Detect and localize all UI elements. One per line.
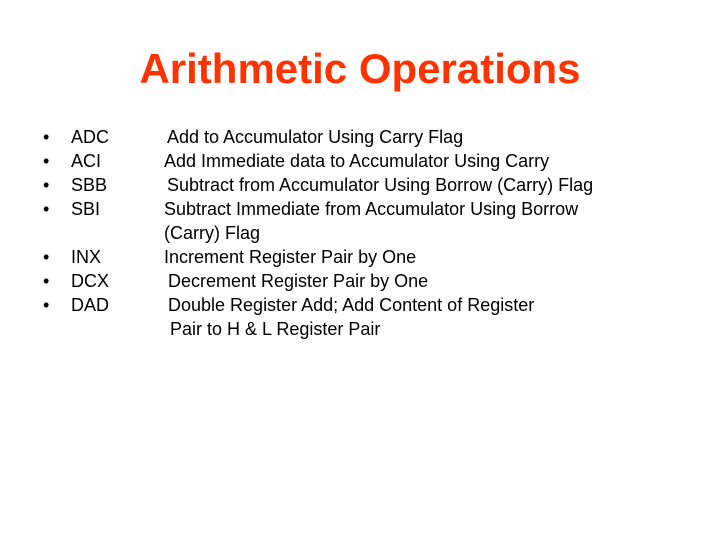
bullet-icon: •: [43, 127, 50, 147]
list-item: [43, 293, 109, 317]
slide-title: Arithmetic Operations: [139, 45, 581, 92]
mnemonic-inx: INX: [71, 247, 102, 267]
bullet-icon: •: [43, 271, 50, 291]
mnemonic-list: [43, 125, 109, 317]
mnemonic-dcx: DCX: [71, 271, 110, 291]
bullet-icon: •: [43, 151, 50, 171]
list-item: [43, 269, 109, 293]
mnemonic-aci: ACI: [71, 151, 102, 171]
description-dad: Double Register Add; Add Content of Register: [168, 295, 535, 315]
list-item: [43, 149, 109, 173]
list-item: [43, 173, 109, 197]
bullet-icon: •: [43, 175, 50, 195]
description-sbb: Subtract from Accumulator Using Borrow (Carry) Flag: [167, 175, 594, 195]
mnemonic-sbb: SBB: [71, 175, 108, 195]
description-aci: Add Immediate data to Accumulator Using Carry: [164, 151, 550, 171]
description-sbi: Subtract Immediate from Accumulator Using Borrow: [164, 199, 579, 219]
description-dad-continued: Pair to H & L Register Pair: [170, 319, 381, 339]
spacer: [43, 221, 109, 245]
bullet-icon: •: [43, 199, 50, 219]
list-item: [43, 197, 109, 221]
description-sbi-continued: (Carry) Flag: [164, 223, 261, 243]
list-item: [43, 245, 109, 269]
mnemonic-adc: ADC: [71, 127, 110, 147]
list-item: [43, 125, 109, 149]
description-adc: Add to Accumulator Using Carry Flag: [167, 127, 464, 147]
bullet-icon: •: [43, 247, 50, 267]
mnemonic-dad: DAD: [71, 295, 110, 315]
description-inx: Increment Register Pair by One: [164, 247, 417, 267]
description-dcx: Decrement Register Pair by One: [168, 271, 429, 291]
mnemonic-sbi: SBI: [71, 199, 101, 219]
bullet-icon: •: [43, 295, 50, 315]
